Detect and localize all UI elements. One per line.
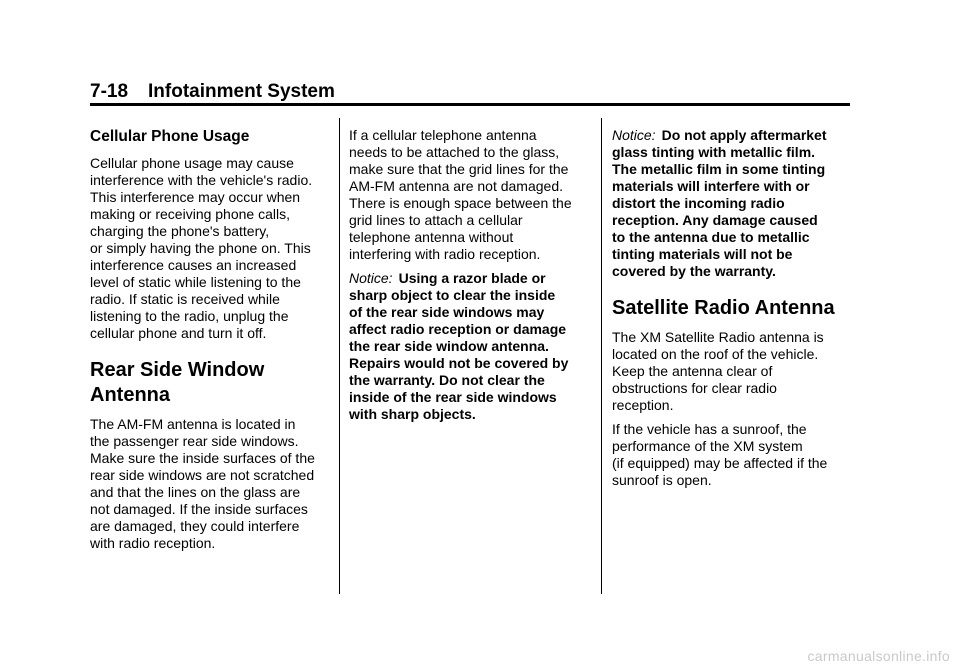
heading-cellular-phone-usage: Cellular Phone Usage <box>90 128 250 145</box>
page-header <box>90 80 850 104</box>
notice-text: Using a razor blade or sharp object to clear the inside of the rear side windows may affect radio reception or damage the rear side window antenna. Repairs would not be covered by the warranty. Do not clear the inside of the rear side windows with sharp objects. <box>349 270 569 422</box>
paragraph-am-fm-antenna: The AM-FM antenna is located in the passenger rear side windows. Make sure the inside surfaces of the rear side windows are not scratched and that the lines on the glass are not damaged. If the inside surfaces are damaged, they could interfere with radio reception. <box>90 416 315 551</box>
paragraph-xm-antenna: The XM Satellite Radio antenna is located on the roof of the vehicle. Keep the antenna clear of obstructions for clear radio reception. <box>612 329 824 413</box>
section-title: Infotainment System <box>148 81 335 102</box>
column-divider-1 <box>339 118 340 594</box>
column-3 <box>612 127 852 496</box>
notice-text: Do not apply aftermarket glass tinting with metallic film. The metallic film in some tinting materials will interfere with or distort the incoming radio reception. Any damage caused to the antenna due to metallic tinting materials will not be covered by the warranty. <box>612 127 827 279</box>
heading-rear-side-window-antenna: Rear Side Window Antenna <box>90 359 265 406</box>
paragraph-cellular-antenna: If a cellular telephone antenna needs to be attached to the glass, make sure that the grid lines for the AM-FM antenna are not damaged. There is enough space between the grid lines to attach a cellular telephone antenna without interfering with radio reception. <box>349 127 572 262</box>
paragraph-cellular-usage: Cellular phone usage may cause interference with the vehicle's radio. This interference may occur when making or receiving phone calls, charging the phone's battery, or simply having the phone on. This interference causes an increased level of static while listening to the radio. If static is received while listening to the radio, unplug the cellular phone and turn it off. <box>90 155 313 341</box>
notice-tinting <box>612 127 852 280</box>
heading-satellite-radio-antenna: Satellite Radio Antenna <box>612 297 835 319</box>
paragraph-sunroof: If the vehicle has a sunroof, the performance of the XM system (if equipped) may be affected if the sunroof is open. <box>612 421 828 488</box>
header-rule <box>90 103 850 106</box>
column-2 <box>349 127 589 430</box>
column-divider-2 <box>601 118 602 594</box>
column-1 <box>90 127 330 559</box>
notice-label: Notice: <box>349 270 393 286</box>
notice-label: Notice: <box>612 127 656 143</box>
page-number: 7-18 <box>90 81 129 102</box>
watermark-link[interactable]: carmanualsonline.info <box>807 648 950 664</box>
notice-razor-blade <box>349 270 589 423</box>
